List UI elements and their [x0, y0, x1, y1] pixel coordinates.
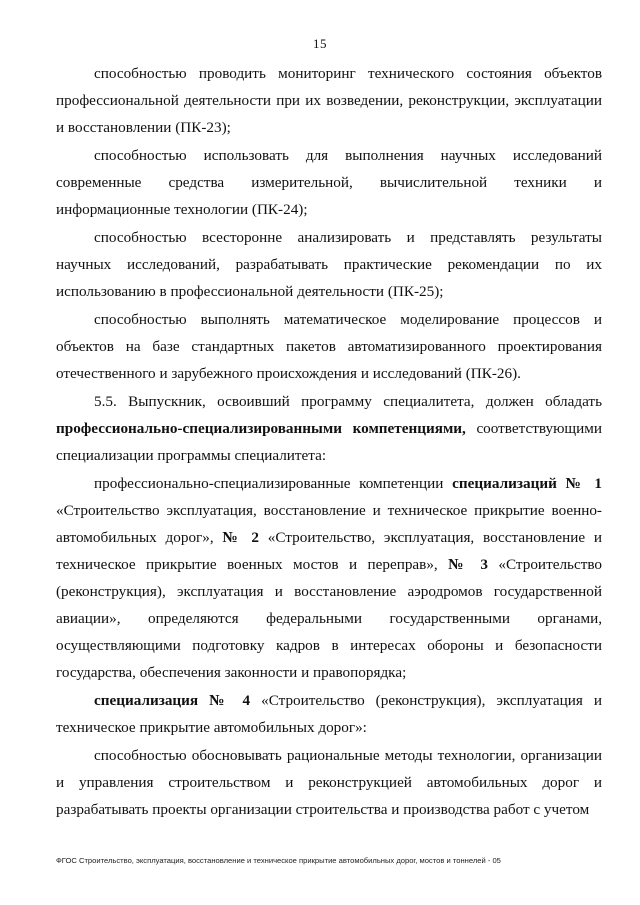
paragraph-specializations: [56, 470, 602, 686]
paragraph-pk24: способностью использовать для выполнения научных исследований современные средства измерительной, вычислительной техники и информационные технологии (ПК-24);: [56, 147, 602, 218]
page-number: 15: [313, 36, 327, 51]
paragraph-specialization-4: [56, 687, 602, 741]
spec4-bold: специализация № 4: [94, 692, 251, 709]
document-body: [56, 60, 602, 824]
spec-text-part2: «Строительство эксплуатация, восстановление и техническое прикрытие военно-автомобильных дорог»,: [56, 502, 602, 546]
spec-text-part1: профессионально-специализированные компетенции: [94, 475, 453, 492]
page-footer: ФГОС Строительство, эксплуатация, восстановление и техническое прикрытие автомобильных дорог, мостов и тоннелей - 05: [56, 856, 501, 865]
spec-text-part3: «Строительство, эксплуатация, восстановление и техническое прикрытие военных мостов и переправ»,: [56, 529, 602, 573]
paragraph-5-5-tail: соответствующими специализации программы специалитета:: [56, 420, 602, 464]
paragraph-pk25: способностью всесторонне анализировать и представлять результаты научных исследований, разрабатывать практические рекомендации по их использованию в профессиональной деятельности (ПК-25);: [56, 229, 602, 300]
paragraph-pk23: способностью проводить мониторинг технического состояния объектов профессиональной деятельности при их возведении, реконструкции, эксплуатации и восстановлении (ПК-23);: [56, 65, 602, 136]
paragraph-5-5: [56, 388, 602, 469]
paragraph-pk26: способностью выполнять математическое моделирование процессов и объектов на базе стандартных пакетов автоматизированного проектирования отечественного и зарубежного происхождения и исследований (ПК-26).: [56, 311, 602, 382]
spec-bold-2: № 2: [222, 529, 260, 546]
paragraph-last: способностью обосновывать рациональные методы технологии, организации и управления строительством и реконструкцией автомобильных дорог и разрабатывать проекты организации строительства и производства работ с учетом: [56, 747, 602, 818]
spec-text-part4: «Строительство (реконструкция), эксплуатация и восстановление аэродромов государственной авиации», определяются федеральными государственными органами, осуществляющими подготовку кадров в интересах обороны и безопасности государства, обеспечения законности и правопорядка;: [56, 556, 602, 681]
paragraph-5-5-lead: 5.5. Выпускник, освоивший программу специалитета, должен обладать: [94, 393, 602, 410]
spec-bold-3: № 3: [448, 556, 488, 573]
paragraph-5-5-bold: профессионально-специализированными компетенциями,: [56, 420, 466, 437]
spec4-tail: «Строительство (реконструкция), эксплуатация и техническое прикрытие автомобильных дорог»:: [56, 692, 603, 736]
spec-bold-1: специализаций № 1: [452, 475, 602, 492]
